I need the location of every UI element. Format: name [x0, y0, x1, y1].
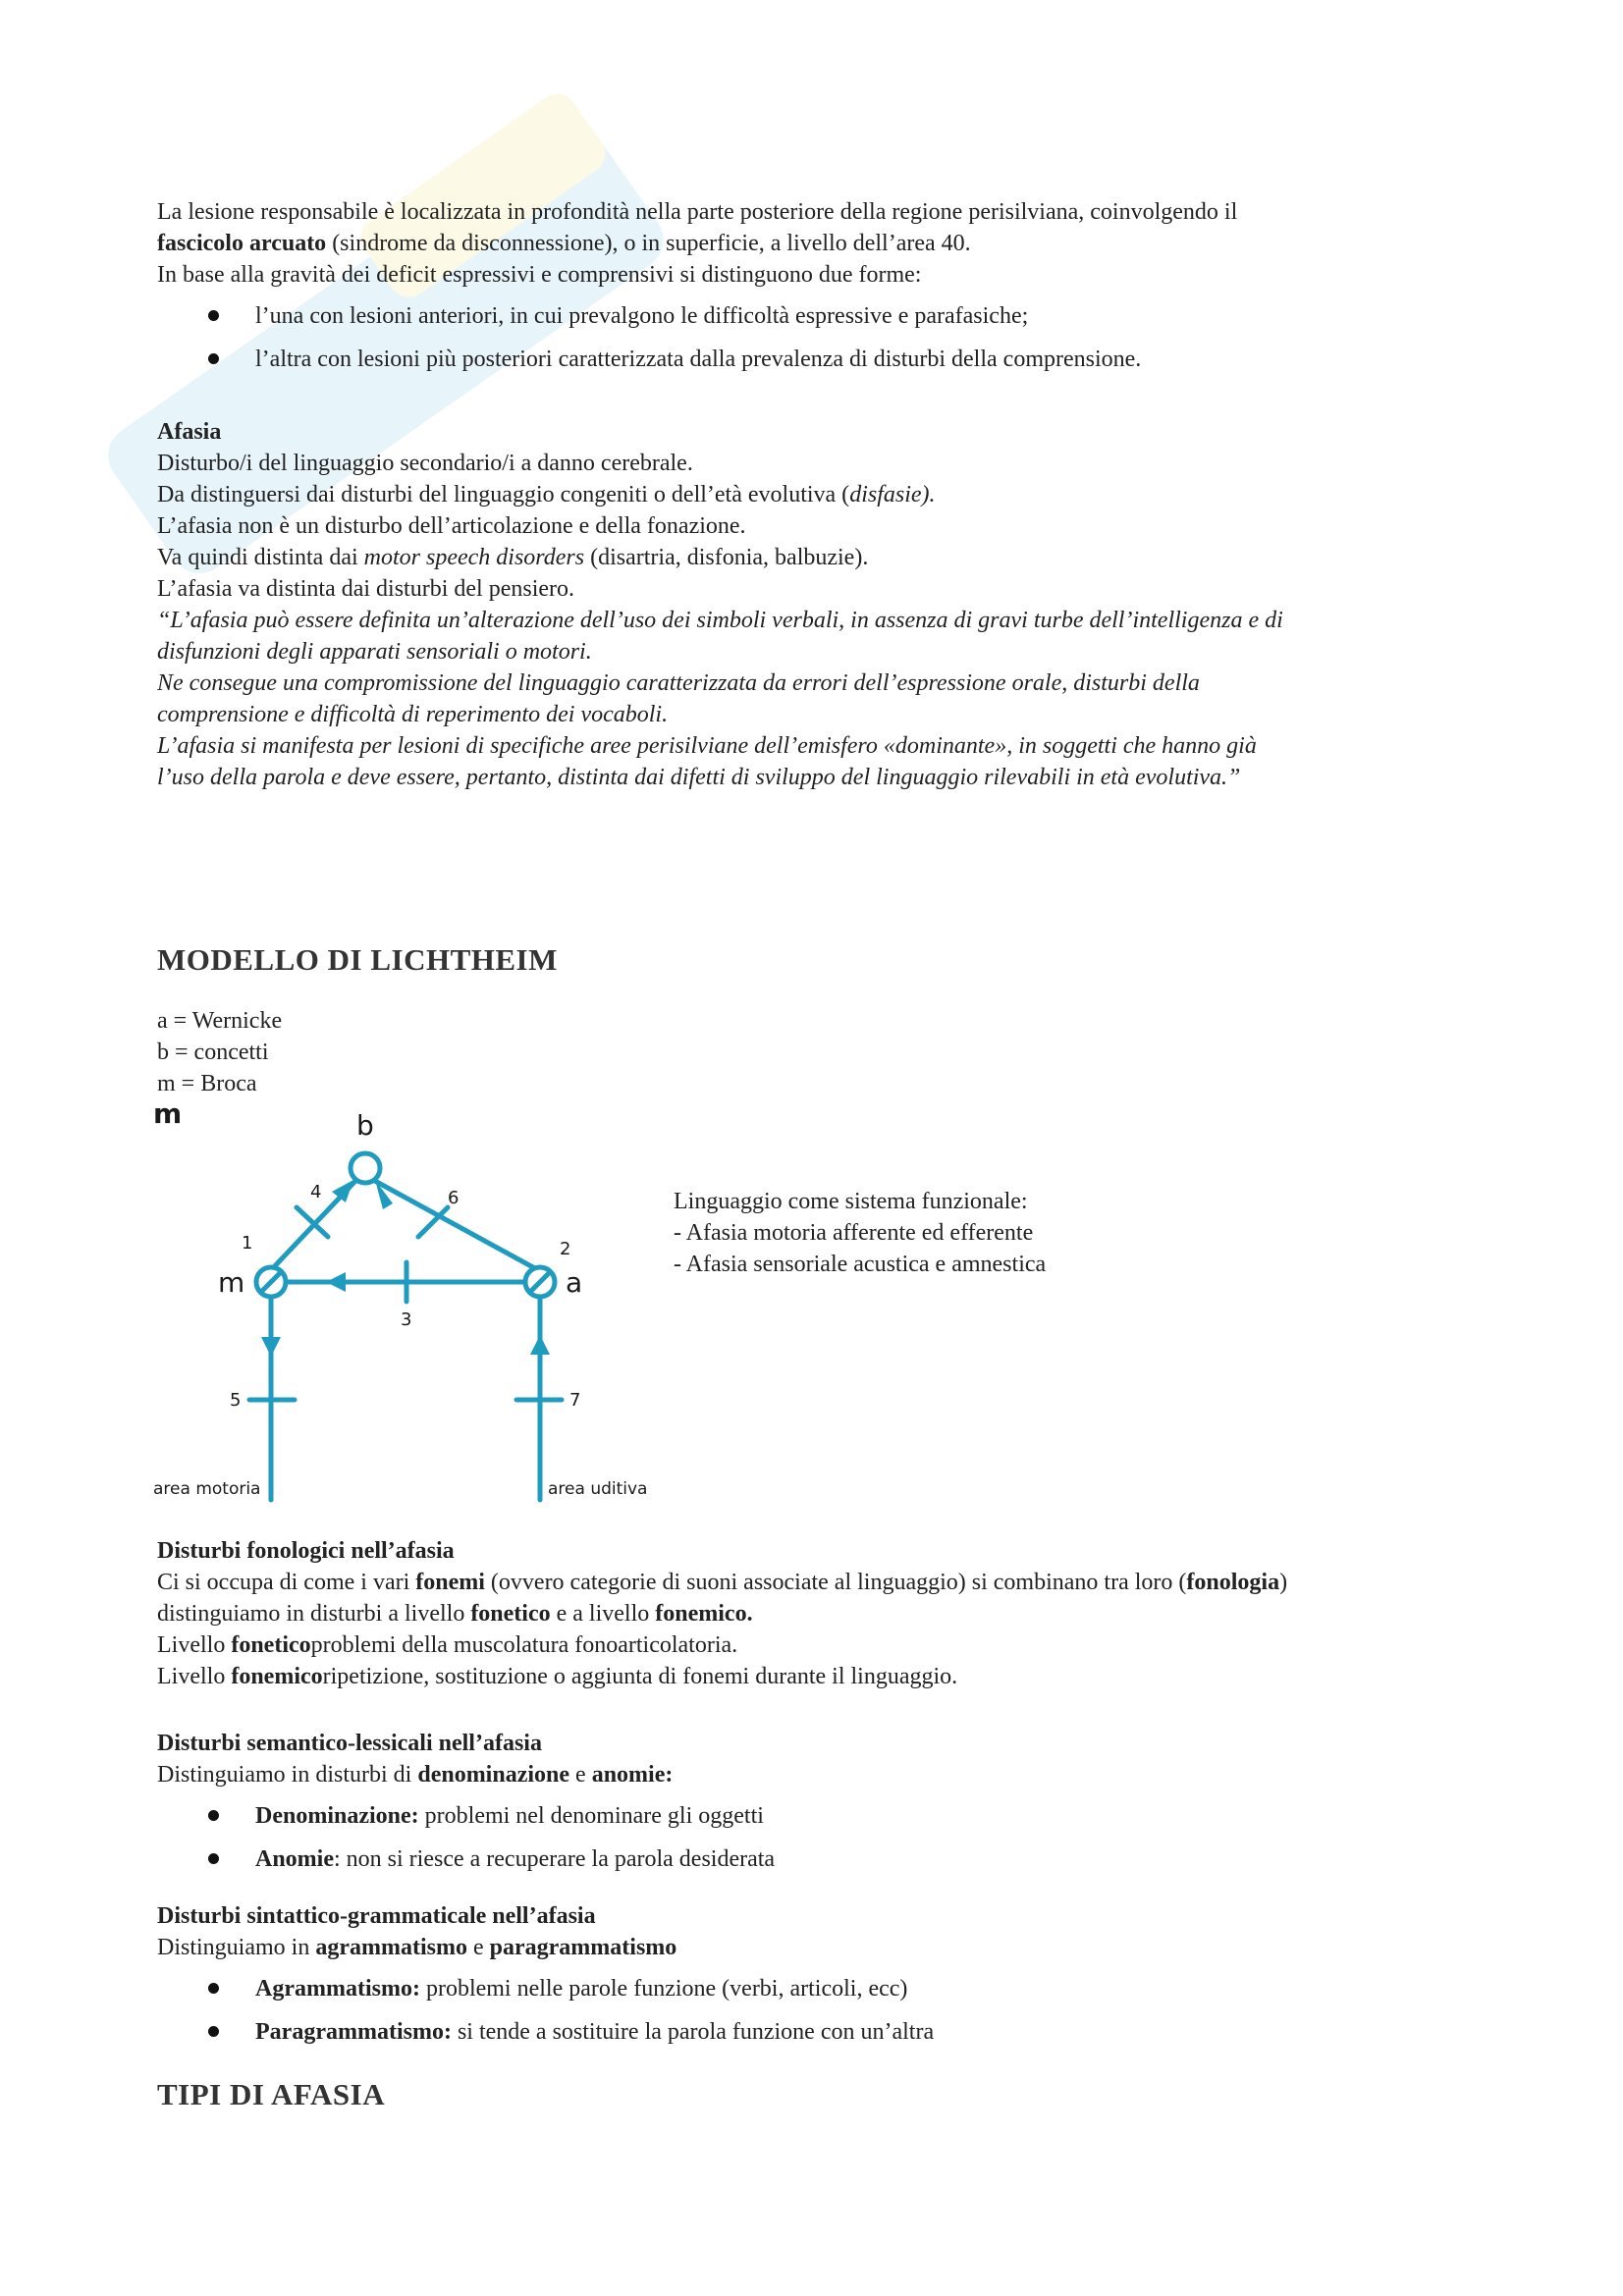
term-fonetico: fonetico — [231, 1632, 311, 1658]
list-item — [157, 338, 1492, 381]
list-item-term: Agrammatismo: — [255, 1976, 420, 2002]
term-paragrammatismo: paragrammatismo — [489, 1935, 677, 1960]
intro-bullet-list — [157, 294, 1492, 381]
list-item-term: Denominazione: — [255, 1803, 419, 1829]
intro-section — [157, 196, 1492, 381]
label-area-motoria: area motoria — [153, 1479, 261, 1499]
term-fonologia: fonologia — [1186, 1570, 1280, 1595]
node-b-circle — [351, 1153, 380, 1183]
quote-line-2: disfunzioni degli apparati sensoriali o motori. — [157, 639, 592, 665]
text-span: e a livello — [550, 1601, 656, 1627]
text-span: e — [466, 1935, 490, 1960]
list-item-text: : non si riesce a recuperare la parola desiderata — [334, 1846, 776, 1872]
term-fonemi: fonemi — [415, 1570, 485, 1595]
lichtheim-diagram-row — [153, 1099, 1492, 1512]
afasia-section — [157, 416, 1492, 793]
text-span: distinguiamo in disturbi a livello — [157, 1601, 471, 1627]
fonologici-line-2 — [157, 1598, 1492, 1629]
intro-line-2-rest: (sindrome da disconnessione), o in superficie, a livello dell’area 40. — [326, 231, 971, 256]
fonologici-section — [157, 1535, 1492, 1692]
afasia-line-2-text: Da distinguersi dai disturbi del linguaggio congeniti o dell’età evolutiva ( — [157, 482, 850, 507]
afasia-line-4-a: Va quindi distinta dai — [157, 545, 364, 570]
intro-line-3: In base alla gravità dei deficit espressivi e comprensivi si distinguono due forme: — [157, 262, 922, 288]
list-item-text: problemi nel denominare gli oggetti — [418, 1803, 764, 1829]
list-item — [157, 294, 1492, 338]
afasia-line-4-b: (disartria, disfonia, balbuzie). — [584, 545, 869, 570]
text-span: ) — [1279, 1570, 1288, 1595]
sintattico-section — [157, 1900, 1492, 2054]
quote-line-5: L’afasia si manifesta per lesioni di specifiche aree perisilviane dell’emisfero «dominante», in soggetti che hanno già — [157, 733, 1257, 759]
sintattico-line-1 — [157, 1932, 1492, 1963]
list-item — [157, 1838, 1492, 1881]
term-anomie: anomie: — [591, 1762, 674, 1788]
list-item-text: l’altra con lesioni più posteriori caratterizzata dalla prevalenza di disturbi della comprensione. — [255, 347, 1142, 372]
tipi-title: TIPI DI AFASIA — [157, 2077, 386, 2111]
semantico-title-text: Disturbi semantico-lessicali nell’afasia — [157, 1731, 542, 1756]
num-7: 7 — [569, 1390, 581, 1411]
arrow-down-motor — [261, 1337, 281, 1357]
bullet-icon — [208, 310, 219, 321]
intro-line-1: La lesione responsabile è localizzata in profondità nella parte posteriore della regione perisilviana, coinvolgendo il — [157, 199, 1238, 225]
semantico-title — [157, 1728, 1492, 1759]
semantico-bullet-list — [157, 1794, 1492, 1881]
semantico-section — [157, 1728, 1492, 1881]
lichtheim-diagram — [153, 1099, 664, 1512]
arrow-up-audit — [530, 1335, 550, 1355]
afasia-line-5: L’afasia va distinta dai disturbi del pensiero. — [157, 576, 575, 602]
afasia-line-2 — [157, 479, 1492, 510]
arrow-to-m — [326, 1272, 346, 1292]
num-3: 3 — [401, 1309, 412, 1330]
sintattico-title — [157, 1900, 1492, 1932]
term-agrammatismo: agrammatismo — [315, 1935, 467, 1960]
semantico-line-1 — [157, 1759, 1492, 1790]
corner-label: m — [153, 1099, 183, 1130]
num-6: 6 — [448, 1188, 460, 1208]
fonologici-line-3 — [157, 1629, 1492, 1661]
num-1: 1 — [242, 1233, 253, 1254]
fonologici-line-4 — [157, 1661, 1492, 1692]
list-item-text: problemi nelle parole funzione (verbi, articoli, ecc) — [419, 1976, 908, 2002]
afasia-title — [157, 416, 1492, 448]
afasia-line-4 — [157, 542, 1492, 573]
sintattico-title-text: Disturbi sintattico-grammaticale nell’afasia — [157, 1903, 596, 1929]
sintattico-bullet-list — [157, 1967, 1492, 2054]
num-4: 4 — [310, 1182, 322, 1202]
label-area-uditiva: area uditiva — [548, 1479, 648, 1499]
fonologici-title-text: Disturbi fonologici nell’afasia — [157, 1538, 455, 1564]
lichtheim-section — [153, 940, 1492, 1512]
node-m-label: m — [218, 1266, 245, 1299]
text-span: e — [569, 1762, 592, 1788]
quote-line-4: comprensione e difficoltà di reperimento dei vocaboli. — [157, 702, 669, 727]
quote-line-3: Ne consegue una compromissione del linguaggio caratterizzata da errori dell’espressione orale, disturbi della — [157, 670, 1200, 696]
num-2: 2 — [560, 1239, 571, 1259]
text-span: Livello — [157, 1664, 232, 1689]
intro-line-2 — [157, 228, 1492, 259]
term-motor-speech: motor speech disorders — [363, 545, 585, 570]
note-line-1: Linguaggio come sistema funzionale: — [674, 1189, 1028, 1214]
functional-system-note — [674, 1186, 1046, 1280]
quote-line-6: l’uso della parola e deve essere, pertanto, distinta dai difetti di sviluppo del linguaggio rilevabili in età evolutiva.” — [157, 765, 1241, 790]
quote-line-1: “L’afasia può essere definita un’alterazione dell’uso dei simboli verbali, in assenza di gravi turbe dell’intelligenza e di — [157, 608, 1283, 633]
term-fonemico: fonemico — [231, 1664, 323, 1689]
list-item-term: Paragrammatismo: — [255, 2019, 452, 2045]
term-disfasie: disfasie). — [849, 482, 936, 507]
list-item — [157, 1967, 1492, 2010]
list-item-term: Anomie — [255, 1846, 334, 1872]
list-item-text: si tende a sostituire la parola funzione con un’altra — [451, 2019, 935, 2045]
document-page — [153, 196, 1492, 2114]
term-denominazione: denominazione — [417, 1762, 570, 1788]
list-item — [157, 2010, 1492, 2054]
note-line-2: - Afasia motoria afferente ed efferente — [674, 1220, 1034, 1246]
text-span: Livello — [157, 1632, 232, 1658]
text-span: Distinguiamo in — [157, 1935, 316, 1960]
list-item — [157, 1794, 1492, 1838]
term-fonetico: fonetico — [470, 1601, 551, 1627]
afasia-title-text: Afasia — [157, 419, 222, 445]
list-item-text: l’una con lesioni anteriori, in cui prevalgono le difficoltà espressive e parafasiche; — [255, 303, 1029, 329]
legend-m: m = Broca — [157, 1071, 257, 1096]
node-a-label: a — [566, 1266, 583, 1299]
note-line-3: - Afasia sensoriale acustica e amnestica — [674, 1252, 1047, 1277]
legend-a: a = Wernicke — [157, 1008, 283, 1034]
fonologici-line-1 — [157, 1567, 1492, 1598]
bullet-icon — [208, 2026, 219, 2037]
lichtheim-title: MODELLO DI LICHTHEIM — [157, 942, 558, 977]
fonologici-title — [157, 1535, 1492, 1567]
bullet-icon — [208, 353, 219, 364]
afasia-line-3: L’afasia non è un disturbo dell’articolazione e della fonazione. — [157, 513, 746, 539]
afasia-line-1: Disturbo/i del linguaggio secondario/i a danno cerebrale. — [157, 451, 693, 476]
term-fonemico: fonemico. — [655, 1601, 753, 1627]
text-span: (ovvero categorie di suoni associate al linguaggio) si combinano tra loro ( — [484, 1570, 1187, 1595]
text-span: ripetizione, sostituzione o aggiunta di fonemi durante il linguaggio. — [322, 1664, 958, 1689]
bullet-icon — [208, 1983, 219, 1994]
text-span: Ci si occupa di come i vari — [157, 1570, 416, 1595]
text-span: Distinguiamo in disturbi di — [157, 1762, 418, 1788]
text-span: problemi della muscolatura fonoarticolatoria. — [310, 1632, 738, 1658]
bullet-icon — [208, 1853, 219, 1864]
legend-b: b = concetti — [157, 1040, 269, 1065]
term-fascicolo-arcuato: fascicolo arcuato — [157, 231, 327, 256]
num-5: 5 — [230, 1390, 242, 1411]
node-b-label: b — [356, 1109, 374, 1142]
bullet-icon — [208, 1810, 219, 1821]
